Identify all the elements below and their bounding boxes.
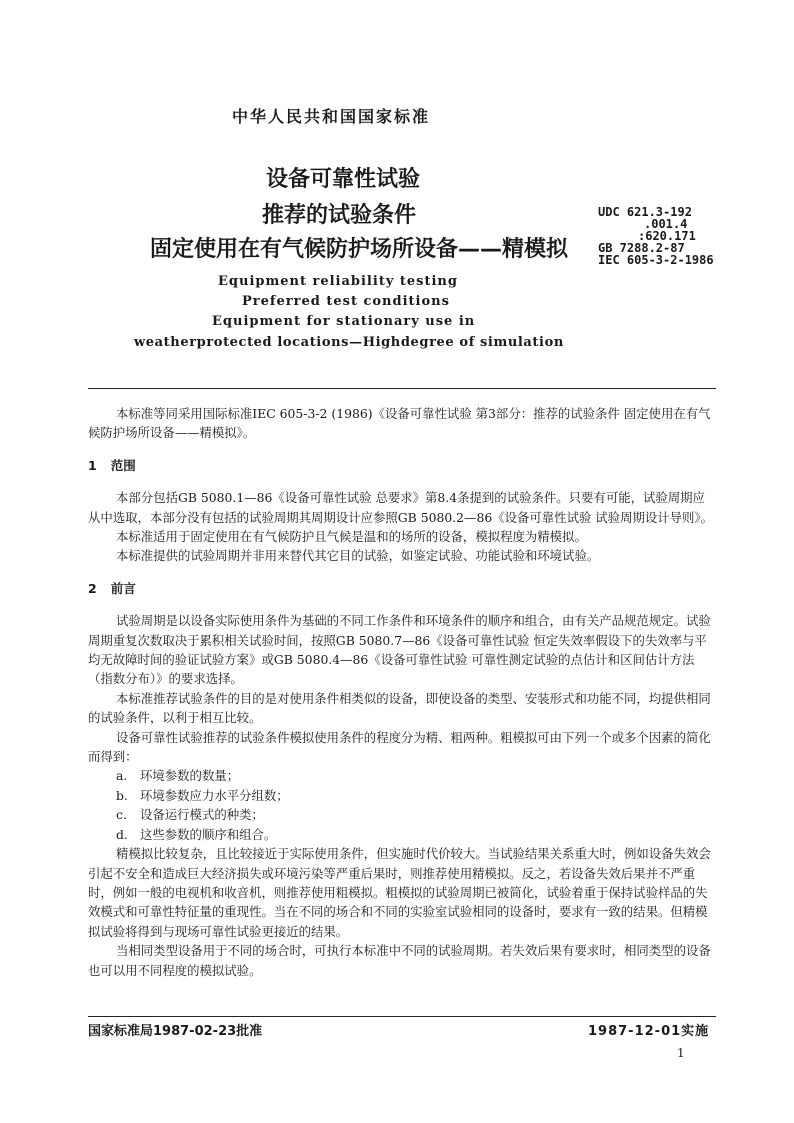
- section-1-paragraph-2: 本标准适用于固定使用在有气候防护且气候是温和的场所的设备，模拟程度为精模拟。: [116, 529, 587, 545]
- list-marker: d.: [116, 826, 128, 842]
- title-cn-line-1: 设备可靠性试验: [266, 167, 421, 192]
- section-1-title: 范围: [110, 457, 136, 473]
- section-1-number: 1: [88, 457, 97, 473]
- list-item: [88, 766, 716, 785]
- section-1-paragraph-3: 本标准提供的试验周期并非用来替代其它目的试验，如鉴定试验、功能试验和环境试验。: [116, 548, 600, 564]
- list-text: 设备运行模式的种类；: [140, 807, 264, 823]
- section-2-paragraph-1: 试验周期是以设备实际使用条件为基础的不同工作条件和环境条件的顺序和组合，由有关产品规范规定。试验周期重复次数取决于累积相关试验时间，按照GB 5080.7—86《设备可靠性试验 恒定失效率假设下的失效率与平均无故障时间的验证试验方案》或GB 5080.4—86《设备可靠性试验 可靠性测定试验的点估计和区间估计方法（指数分布）》的要求选择。: [88, 613, 711, 687]
- gb-code: GB 7288.2-87: [598, 241, 685, 255]
- title-en-line-2: Preferred test conditions: [242, 294, 450, 309]
- section-1-paragraph-1: 本部分包括GB 5080.1—86《设备可靠性试验 总要求》第8.4条提到的试验条件。只要有可能，试验周期应从中选取，本部分没有包括的试验周期其周期设计应参照GB 5080.2—86《设备可靠性试验 试验周期设计导则》。: [88, 490, 713, 525]
- section-2-heading: [88, 579, 716, 598]
- section-2-paragraph-3: 设备可靠性试验推荐的试验条件模拟使用条件的程度分为精、粗两种。粗模拟可由下列一个或多个因素的简化而得到：: [88, 729, 711, 765]
- list-item: [88, 805, 716, 824]
- section-2-paragraph-2: 本标准推荐试验条件的目的是对使用条件相类似的设备，即使设备的类型、安装形式和功能不同，均提供相同的试验条件，以利于相互比较。: [88, 690, 711, 726]
- footer-divider: [88, 1016, 716, 1017]
- approval-date: 国家标准局1987-02-23批准: [88, 1024, 263, 1039]
- udc-code-cont-1: .001.4: [644, 217, 688, 231]
- section-1-heading: [88, 456, 716, 475]
- title-en-line-1: Equipment reliability testing: [218, 274, 458, 289]
- document-body: [88, 404, 716, 980]
- list-text: 环境参数应力水平分组数；: [140, 787, 289, 803]
- list-marker: c.: [116, 807, 127, 823]
- section-2-number: 2: [88, 580, 97, 596]
- title-en-line-3: Equipment for stationary use in: [212, 314, 476, 329]
- effective-date: 1987-12-01实施: [588, 1024, 710, 1039]
- section-2-paragraph-4: 精模拟比较复杂，且比较接近于实际使用条件，但实施时代价较大。当试验结果关系重大时，例如设备失效会引起不安全和造成巨大经济损失或环境污染等严重后果时，则推荐使用精模拟。反之，若设备失效后果并不严重时，例如一般的电视机和收音机，则推荐使用粗模拟。粗模拟的试验周期已被简化，试验着重于保持试验样品的失效模式和可靠性特征量的重现性。当在不同的场合和不同的实验室试验相同的设备时，要求有一致的结果。但精模拟试验将得到与现场可靠性试验更接近的结果。: [88, 846, 711, 939]
- iec-code: IEC 605-3-2-1986: [598, 253, 714, 267]
- list-text: 这些参数的顺序和组合。: [140, 826, 277, 842]
- header-divider: [88, 388, 716, 389]
- section-2-paragraph-5: 当相同类型设备用于不同的场合时，可执行本标准中不同的试验周期。若失效后果有要求时，相同类型的设备也可以用不同程度的模拟试验。: [88, 943, 711, 978]
- list-item: [88, 825, 716, 844]
- title-cn-line-2: 推荐的试验条件: [262, 203, 417, 228]
- list-item: [88, 786, 716, 805]
- title-cn-line-3: 固定使用在有气候防护场所设备——精模拟: [150, 237, 569, 262]
- list-marker: a.: [116, 768, 128, 784]
- title-en-line-4: weatherprotected locations—Highdegree of simulation: [134, 335, 564, 350]
- issuing-authority: 中华人民共和国国家标准: [232, 107, 431, 126]
- list-marker: b.: [116, 787, 128, 803]
- intro-paragraph: 本标准等同采用国际标准IEC 605-3-2 (1986)《设备可靠性试验 第3部分：推荐的试验条件 固定使用在有气候防护场所设备——精模拟》。: [88, 406, 711, 441]
- udc-code-cont-2: :620.171: [638, 229, 696, 243]
- udc-code: UDC 621.3-192: [598, 205, 692, 219]
- classification-codes: [598, 206, 714, 266]
- section-2-title: 前言: [110, 580, 136, 596]
- page-number: 1: [677, 1046, 685, 1060]
- list-text: 环境参数的数量；: [140, 768, 240, 784]
